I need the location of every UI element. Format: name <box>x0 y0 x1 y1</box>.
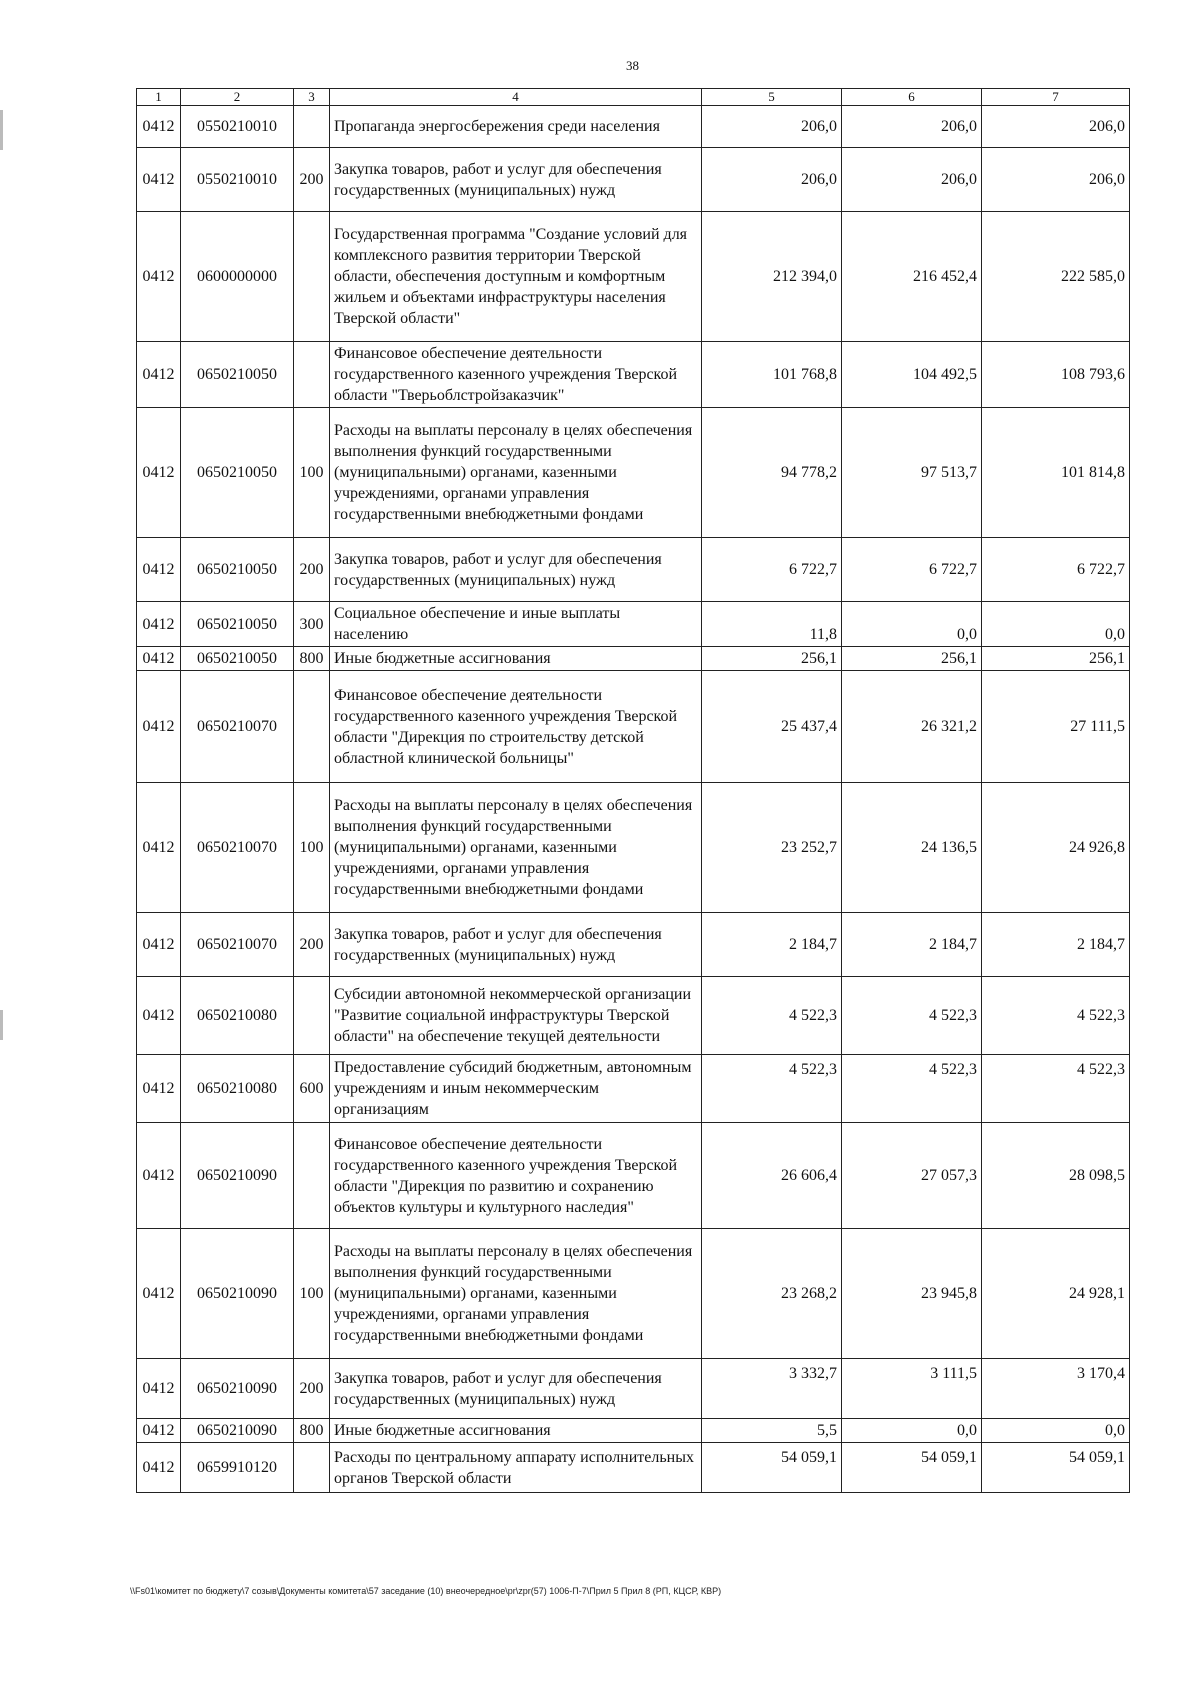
expense-type-cell <box>294 977 330 1055</box>
target-article-cell: 0650210090 <box>181 1229 294 1359</box>
item-name-cell: Финансовое обеспечение деятельности государственного казенного учреждения Тверской области "Дирекция по развитию и сохранению объектов культуры и культурного наследия" <box>330 1123 702 1229</box>
table-row <box>137 1229 1130 1359</box>
table-row <box>137 647 1130 671</box>
item-name-cell: Закупка товаров, работ и услуг для обеспечения государственных (муниципальных) нужд <box>330 913 702 977</box>
section-code-cell: 0412 <box>137 783 181 913</box>
item-name-cell: Расходы по центральному аппарату исполнительных органов Тверской области <box>330 1443 702 1493</box>
table-row <box>137 602 1130 647</box>
expense-type-cell: 100 <box>294 1229 330 1359</box>
item-name-cell: Закупка товаров, работ и услуг для обеспечения государственных (муниципальных) нужд <box>330 538 702 602</box>
item-name-cell: Расходы на выплаты персоналу в целях обеспечения выполнения функций государственными (муниципальными) органами, казенными учреждениями, органами управления государственными внебюджетными фондами <box>330 783 702 913</box>
target-article-cell: 0650210070 <box>181 671 294 783</box>
expense-type-cell <box>294 342 330 408</box>
column-header: 2 <box>181 89 294 106</box>
amount-year1-cell: 25 437,4 <box>702 671 842 783</box>
footer-file-path: \\Fs01\комитет по бюджету\7 созыв\Документы комитета\57 заседание (10) внеочередное\pr\zpr(57) 1006-П-7\Прил 5 Прил 8 (РП, КЦСР, КВР) <box>130 1586 722 1596</box>
amount-year1-cell: 212 394,0 <box>702 212 842 342</box>
amount-year3-cell: 24 928,1 <box>982 1229 1130 1359</box>
table-row <box>137 148 1130 212</box>
table-row <box>137 1123 1130 1229</box>
item-name-cell: Закупка товаров, работ и услуг для обеспечения государственных (муниципальных) нужд <box>330 1359 702 1419</box>
section-code-cell: 0412 <box>137 106 181 148</box>
expense-type-cell: 600 <box>294 1055 330 1123</box>
amount-year3-cell: 0,0 <box>982 1419 1130 1443</box>
expense-type-cell <box>294 212 330 342</box>
table-row <box>137 106 1130 148</box>
target-article-cell: 0650210080 <box>181 1055 294 1123</box>
item-name-cell: Финансовое обеспечение деятельности государственного казенного учреждения Тверской области "Дирекция по строительству детской областной клинической больницы" <box>330 671 702 783</box>
amount-year3-cell: 222 585,0 <box>982 212 1130 342</box>
amount-year1-cell: 26 606,4 <box>702 1123 842 1229</box>
item-name-cell: Государственная программа "Создание условий для комплексного развития территории Тверской области, обеспечения доступным и комфортным жильем и объектами инфраструктуры населения Тверской области" <box>330 212 702 342</box>
table-row <box>137 783 1130 913</box>
expense-type-cell: 300 <box>294 602 330 647</box>
amount-year3-cell: 2 184,7 <box>982 913 1130 977</box>
expense-type-cell: 800 <box>294 1419 330 1443</box>
target-article-cell: 0659910120 <box>181 1443 294 1493</box>
amount-year1-cell: 5,5 <box>702 1419 842 1443</box>
amount-year2-cell: 6 722,7 <box>842 538 982 602</box>
amount-year2-cell: 27 057,3 <box>842 1123 982 1229</box>
amount-year2-cell: 97 513,7 <box>842 408 982 538</box>
amount-year1-cell: 101 768,8 <box>702 342 842 408</box>
amount-year3-cell: 206,0 <box>982 148 1130 212</box>
amount-year2-cell: 0,0 <box>842 602 982 647</box>
column-header: 4 <box>330 89 702 106</box>
amount-year1-cell: 23 252,7 <box>702 783 842 913</box>
scan-edge-mark <box>0 110 3 150</box>
amount-year3-cell: 54 059,1 <box>982 1443 1130 1493</box>
amount-year3-cell: 101 814,8 <box>982 408 1130 538</box>
target-article-cell: 0650210070 <box>181 913 294 977</box>
amount-year1-cell: 2 184,7 <box>702 913 842 977</box>
table-row <box>137 977 1130 1055</box>
amount-year2-cell: 2 184,7 <box>842 913 982 977</box>
section-code-cell: 0412 <box>137 1419 181 1443</box>
expense-type-cell: 800 <box>294 647 330 671</box>
amount-year2-cell: 206,0 <box>842 106 982 148</box>
target-article-cell: 0550210010 <box>181 106 294 148</box>
target-article-cell: 0650210090 <box>181 1123 294 1229</box>
item-name-cell: Иные бюджетные ассигнования <box>330 1419 702 1443</box>
column-header: 5 <box>702 89 842 106</box>
expense-type-cell <box>294 106 330 148</box>
amount-year1-cell: 11,8 <box>702 602 842 647</box>
section-code-cell: 0412 <box>137 602 181 647</box>
item-name-cell: Социальное обеспечение и иные выплаты населению <box>330 602 702 647</box>
amount-year2-cell: 206,0 <box>842 148 982 212</box>
target-article-cell: 0650210050 <box>181 602 294 647</box>
column-number-row <box>137 89 1130 106</box>
column-header: 7 <box>982 89 1130 106</box>
table-row <box>137 538 1130 602</box>
table-row <box>137 342 1130 408</box>
amount-year2-cell: 216 452,4 <box>842 212 982 342</box>
item-name-cell: Расходы на выплаты персоналу в целях обеспечения выполнения функций государственными (муниципальными) органами, казенными учреждениями, органами управления государственными внебюджетными фондами <box>330 408 702 538</box>
amount-year2-cell: 4 522,3 <box>842 977 982 1055</box>
scan-edge-mark <box>0 1010 3 1040</box>
table-row <box>137 212 1130 342</box>
table-row <box>137 1443 1130 1493</box>
section-code-cell: 0412 <box>137 212 181 342</box>
section-code-cell: 0412 <box>137 538 181 602</box>
section-code-cell: 0412 <box>137 913 181 977</box>
amount-year3-cell: 206,0 <box>982 106 1130 148</box>
column-header: 1 <box>137 89 181 106</box>
expense-type-cell <box>294 1443 330 1493</box>
target-article-cell: 0650210050 <box>181 538 294 602</box>
amount-year1-cell: 4 522,3 <box>702 1055 842 1123</box>
target-article-cell: 0650210050 <box>181 408 294 538</box>
expense-type-cell <box>294 1123 330 1229</box>
amount-year3-cell: 4 522,3 <box>982 1055 1130 1123</box>
amount-year3-cell: 256,1 <box>982 647 1130 671</box>
item-name-cell: Расходы на выплаты персоналу в целях обеспечения выполнения функций государственными (муниципальными) органами, казенными учреждениями, органами управления государственными внебюджетными фондами <box>330 1229 702 1359</box>
expense-type-cell: 100 <box>294 408 330 538</box>
section-code-cell: 0412 <box>137 1229 181 1359</box>
target-article-cell: 0550210010 <box>181 148 294 212</box>
section-code-cell: 0412 <box>137 408 181 538</box>
item-name-cell: Иные бюджетные ассигнования <box>330 647 702 671</box>
amount-year3-cell: 28 098,5 <box>982 1123 1130 1229</box>
section-code-cell: 0412 <box>137 647 181 671</box>
table-row <box>137 913 1130 977</box>
table-row <box>137 408 1130 538</box>
section-code-cell: 0412 <box>137 671 181 783</box>
item-name-cell: Субсидии автономной некоммерческой организации "Развитие социальной инфраструктуры Тверской области" на обеспечение текущей деятельности <box>330 977 702 1055</box>
section-code-cell: 0412 <box>137 1123 181 1229</box>
amount-year2-cell: 3 111,5 <box>842 1359 982 1419</box>
amount-year3-cell: 108 793,6 <box>982 342 1130 408</box>
amount-year1-cell: 54 059,1 <box>702 1443 842 1493</box>
column-header: 3 <box>294 89 330 106</box>
section-code-cell: 0412 <box>137 1055 181 1123</box>
target-article-cell: 0650210050 <box>181 647 294 671</box>
section-code-cell: 0412 <box>137 1443 181 1493</box>
item-name-cell: Финансовое обеспечение деятельности государственного казенного учреждения Тверской области "Тверьоблстройзаказчик" <box>330 342 702 408</box>
amount-year1-cell: 4 522,3 <box>702 977 842 1055</box>
target-article-cell: 0650210050 <box>181 342 294 408</box>
target-article-cell: 0650210070 <box>181 783 294 913</box>
page-number: 38 <box>626 58 639 73</box>
amount-year3-cell: 0,0 <box>982 602 1130 647</box>
amount-year1-cell: 23 268,2 <box>702 1229 842 1359</box>
amount-year1-cell: 206,0 <box>702 106 842 148</box>
target-article-cell: 0650210090 <box>181 1359 294 1419</box>
target-article-cell: 0600000000 <box>181 212 294 342</box>
section-code-cell: 0412 <box>137 1359 181 1419</box>
expense-type-cell: 100 <box>294 783 330 913</box>
amount-year2-cell: 54 059,1 <box>842 1443 982 1493</box>
amount-year2-cell: 256,1 <box>842 647 982 671</box>
amount-year1-cell: 6 722,7 <box>702 538 842 602</box>
section-code-cell: 0412 <box>137 148 181 212</box>
amount-year1-cell: 206,0 <box>702 148 842 212</box>
amount-year3-cell: 6 722,7 <box>982 538 1130 602</box>
amount-year2-cell: 0,0 <box>842 1419 982 1443</box>
target-article-cell: 0650210090 <box>181 1419 294 1443</box>
amount-year2-cell: 104 492,5 <box>842 342 982 408</box>
section-code-cell: 0412 <box>137 342 181 408</box>
amount-year1-cell: 256,1 <box>702 647 842 671</box>
amount-year3-cell: 4 522,3 <box>982 977 1130 1055</box>
section-code-cell: 0412 <box>137 977 181 1055</box>
expense-type-cell <box>294 671 330 783</box>
amount-year2-cell: 23 945,8 <box>842 1229 982 1359</box>
amount-year3-cell: 24 926,8 <box>982 783 1130 913</box>
expense-type-cell: 200 <box>294 538 330 602</box>
table-row <box>137 671 1130 783</box>
amount-year3-cell: 3 170,4 <box>982 1359 1130 1419</box>
amount-year1-cell: 94 778,2 <box>702 408 842 538</box>
amount-year2-cell: 4 522,3 <box>842 1055 982 1123</box>
item-name-cell: Предоставление субсидий бюджетным, автономным учреждениям и иным некоммерческим организациям <box>330 1055 702 1123</box>
expense-type-cell: 200 <box>294 148 330 212</box>
amount-year2-cell: 24 136,5 <box>842 783 982 913</box>
table-row <box>137 1359 1130 1419</box>
table-row <box>137 1419 1130 1443</box>
item-name-cell: Пропаганда энергосбережения среди населения <box>330 106 702 148</box>
amount-year2-cell: 26 321,2 <box>842 671 982 783</box>
table-row <box>137 1055 1130 1123</box>
amount-year1-cell: 3 332,7 <box>702 1359 842 1419</box>
table-body <box>137 106 1130 1493</box>
item-name-cell: Закупка товаров, работ и услуг для обеспечения государственных (муниципальных) нужд <box>330 148 702 212</box>
amount-year3-cell: 27 111,5 <box>982 671 1130 783</box>
expense-type-cell: 200 <box>294 913 330 977</box>
expense-type-cell: 200 <box>294 1359 330 1419</box>
column-header: 6 <box>842 89 982 106</box>
budget-table <box>136 88 1130 1493</box>
target-article-cell: 0650210080 <box>181 977 294 1055</box>
